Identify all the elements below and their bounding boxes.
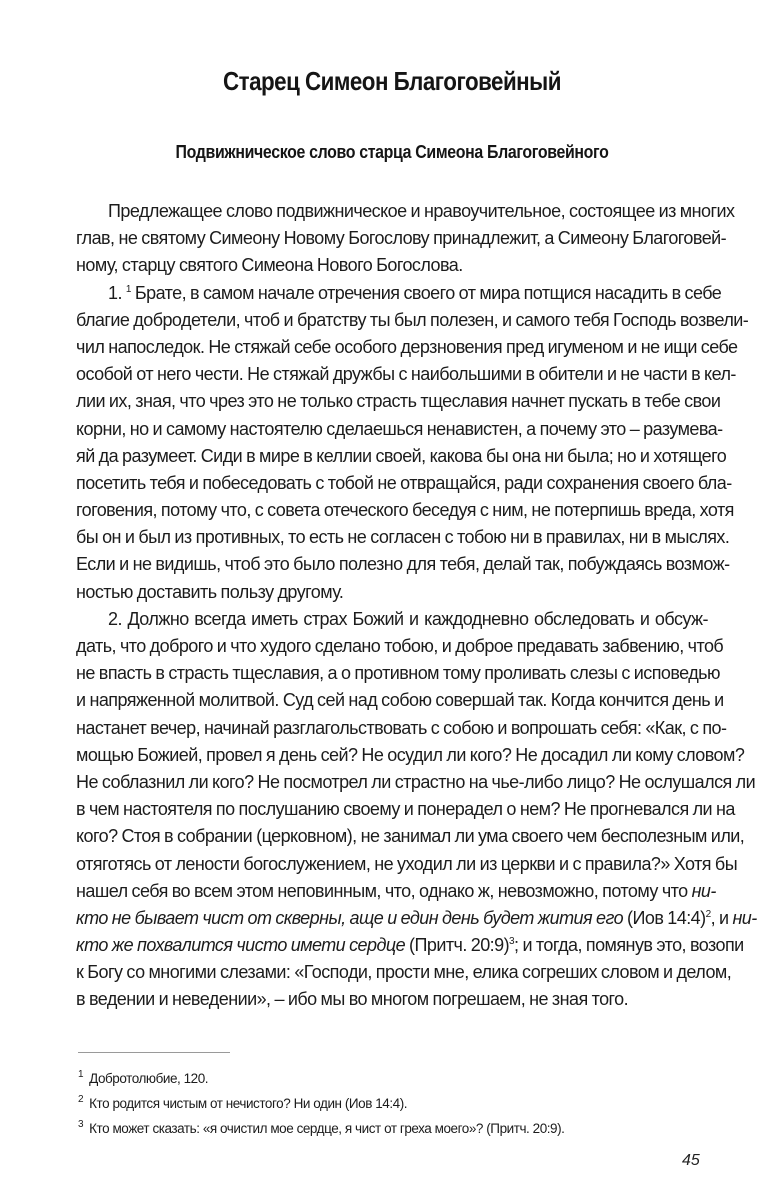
- text-line: [76, 823, 745, 850]
- footnote-text: Кто может сказать: «я очистил мое сердце, я чист от греха моего»? (Притч. 20:9).: [89, 1121, 565, 1136]
- body-text: [76, 198, 757, 1014]
- scripture-quote: ни-: [732, 907, 757, 928]
- text-line: [76, 878, 716, 905]
- scripture-quote: кто не бывает чист от скверны, аще и един день будет жития его: [76, 907, 624, 928]
- text-run: Брате, в самом начале отречения своего от мира потщися насадить в себе: [130, 282, 722, 303]
- footnotes: [78, 1062, 698, 1137]
- footnote: [78, 1062, 698, 1087]
- text-run: благие добродетели, чтоб и братству ты был полезен, и самого тебя Господь возвели-: [76, 309, 749, 330]
- text-line: [76, 416, 723, 443]
- text-line: [76, 307, 749, 334]
- text-line: [76, 225, 727, 252]
- text-line: [76, 742, 745, 769]
- text-line: [76, 470, 732, 497]
- footnote-text: Кто родится чистым от нечистого? Ни один (Иов 14:4).: [89, 1096, 408, 1111]
- text-run: настанет вечер, начинай разглагольствовать с собою и вопрошать себя: «Как, с по-: [76, 717, 727, 738]
- text-run: , и: [710, 907, 733, 928]
- text-run: в чем настоятеля по послушанию своему и понерадел о нем? Не прогневался ли на: [76, 799, 735, 820]
- text-run: не впасть в страсть тщеславия, а о противном тому проливать слезы с исповедью: [76, 663, 720, 684]
- text-line: [76, 633, 724, 660]
- text-line: [76, 905, 757, 932]
- text-run: к Богу со многими слезами: «Господи, прости мне, елика согреших словом и делом,: [76, 962, 732, 983]
- text-run: отяготясь от лености богослужением, не уходил ли из церкви и с правила?» Хотя бы: [76, 853, 738, 874]
- text-run: ; и тогда, помянув это, возопи: [514, 935, 744, 956]
- text-line: [76, 443, 727, 470]
- text-line: [76, 986, 708, 1013]
- text-line: [76, 334, 738, 361]
- text-line: [76, 524, 730, 551]
- text-line: [76, 959, 732, 986]
- text-line: [76, 687, 724, 714]
- text-line: [76, 660, 720, 687]
- text-run: нашел себя во всем этом неповинным, что, однако ж, невозможно, потому что: [76, 880, 692, 901]
- text-run: дать, что доброго и что худого сделано тобою, и доброе предавать забвению, чтоб: [76, 636, 724, 656]
- text-line: [76, 198, 735, 225]
- text-run: чил напоследок. Не стяжай себе особого дерзновения пред игуменом и не ищи себе: [76, 336, 738, 357]
- text-run: кого? Стоя в собрании (церковном), не занимал ли ума своего чем бесполезным или,: [76, 826, 745, 847]
- text-run: лии их, зная, что чрез это не только страсть тщеславия начнет пускать в тебе свои: [76, 391, 721, 412]
- text-run: 2. Должно всегда иметь страх Божий и каждодневно обследовать и обсуж-: [108, 608, 708, 629]
- text-run: ностью доставить пользу другому.: [76, 581, 344, 602]
- footnote-reference[interactable]: 3: [509, 936, 515, 948]
- text-run: 1.: [108, 282, 126, 303]
- page-number: 45: [682, 1152, 700, 1169]
- text-line: [76, 551, 730, 578]
- text-line: [76, 252, 708, 279]
- text-run: Предлежащее слово подвижническое и нравоучительное, состоящее из многих: [108, 201, 735, 221]
- text-run: в ведении и неведении», – ибо мы во многом погрешаем, не зная того.: [76, 989, 629, 1010]
- scripture-quote: кто же похвалится чисто имети сердце: [76, 935, 406, 956]
- text-line: [76, 280, 722, 307]
- text-run: глав, не святому Симеону Новому Богослову принадлежит, а Симеону Благоговей-: [76, 228, 727, 249]
- footnote: [78, 1087, 698, 1112]
- text-run: яй да разумеет. Сиди в мире в келлии своей, какова бы она ни была; но и хотящего: [76, 445, 727, 466]
- footnote: [78, 1112, 698, 1137]
- text-line: [76, 361, 736, 388]
- footnote-divider: [78, 1052, 230, 1053]
- scripture-quote: ни-: [691, 880, 716, 901]
- text-run: особой от него чести. Не стяжай дружбы с наибольшими в обители и не части в кел-: [76, 364, 736, 385]
- text-line: [76, 851, 738, 878]
- text-run: корни, но и самому настоятелю сделаешься ненавистен, а почему это – разумева-: [76, 418, 723, 439]
- text-line: [76, 796, 735, 823]
- footnote-number: 3: [78, 1119, 84, 1130]
- text-run: Не соблазнил ли кого? Не посмотрел ли страстно на чье-либо лицо? Не ослушался ли: [76, 771, 756, 792]
- footnote-number: 1: [78, 1069, 84, 1080]
- text-run: (Иов 14:4): [623, 907, 706, 928]
- text-run: гоговения, потому что, с совета отеческого беседуя с ним, не потерпишь вреда, хотя: [76, 500, 734, 521]
- text-run: и напряженной молитвой. Суд сей над собою совершай так. Когда кончится день и: [76, 690, 724, 711]
- text-line: [76, 388, 721, 415]
- text-run: (Притч. 20:9): [405, 935, 510, 956]
- text-run: ному, старцу святого Симеона Нового Богослова.: [76, 255, 463, 276]
- text-line: [76, 497, 734, 524]
- footnote-number: 2: [78, 1094, 84, 1105]
- text-line: [76, 606, 708, 633]
- footnote-text: Добротолюбие, 120.: [89, 1071, 209, 1086]
- text-line: [76, 579, 708, 606]
- page-title: Старец Симеон Благоговейный: [223, 66, 561, 96]
- text-line: [76, 769, 756, 796]
- text-run: Если и не видишь, чтоб это было полезно для тебя, делай так, побуждаясь возмож-: [76, 554, 730, 575]
- text-run: посетить тебя и побеседовать с тобой не отвращайся, ради сохранения своего бла-: [76, 472, 732, 493]
- footnote-reference[interactable]: 1: [125, 283, 131, 295]
- section-subtitle: Подвижническое слово старца Симеона Благоговейного: [175, 141, 609, 162]
- text-line: [76, 932, 744, 959]
- text-line: [76, 715, 727, 742]
- text-run: бы он и был из противных, то есть не согласен с тобою ни в правилах, ни в мыслях.: [76, 527, 730, 548]
- text-run: мощью Божией, провел я день сей? Не осудил ли кого? Не досадил ли кому словом?: [76, 744, 745, 765]
- footnote-reference[interactable]: 2: [705, 908, 711, 920]
